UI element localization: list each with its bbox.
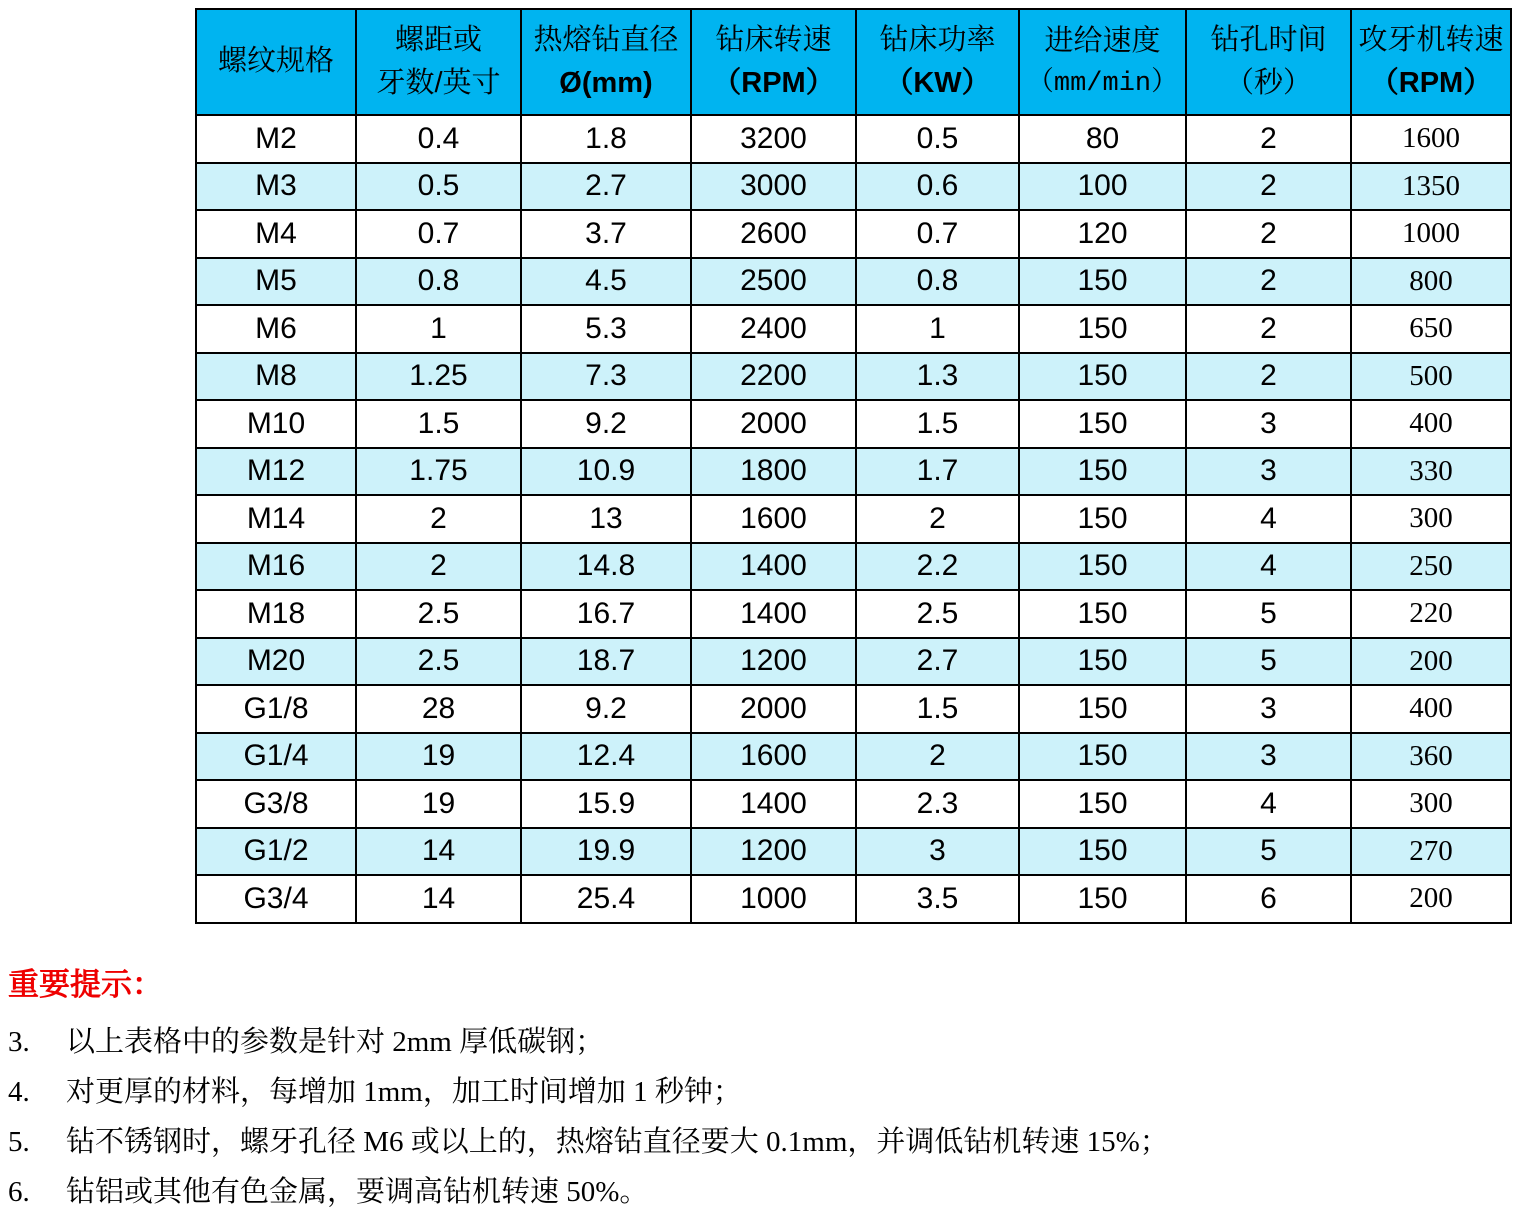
value-cell: 2 [856,733,1019,781]
column-header-label: 攻牙机转速 [1358,23,1504,56]
table-row [196,258,1511,306]
value-cell: 400 [1351,400,1511,448]
note-text: 钻不锈钢时，螺牙孔径 M6 或以上的，热熔钻直径要大 0.1mm，并调低钻机转速 15%； [66,1126,1169,1159]
value-cell: 2 [1186,258,1351,306]
value-cell: 12.4 [521,733,691,781]
value-cell: 150 [1019,875,1186,923]
value-cell: 150 [1019,448,1186,496]
note-number: 4. [8,1076,30,1109]
value-cell: 2 [856,495,1019,543]
drilling-parameters-table-wrap [195,8,1512,924]
table-row [196,115,1511,163]
note-text: 以上表格中的参数是针对 2mm 厚低碳钢； [66,1026,605,1059]
value-cell: 200 [1351,638,1511,686]
value-cell: 2 [1186,115,1351,163]
value-cell: 19 [356,780,521,828]
value-cell: 1600 [1351,115,1511,163]
value-cell: 3 [1186,733,1351,781]
spec-cell: G3/8 [196,780,356,828]
column-header-unit: （RPM） [1369,67,1493,99]
value-cell: 150 [1019,733,1186,781]
value-cell: 1.8 [521,115,691,163]
value-cell: 1.5 [856,400,1019,448]
value-cell: 150 [1019,353,1186,401]
table-row [196,590,1511,638]
column-header-label: 钻床功率 [879,23,996,56]
spec-cell: M4 [196,210,356,258]
value-cell: 150 [1019,258,1186,306]
drilling-parameters-table [195,8,1512,924]
spec-cell: M10 [196,400,356,448]
value-cell: 330 [1351,448,1511,496]
value-cell: 650 [1351,305,1511,353]
value-cell: 0.8 [356,258,521,306]
note-number: 5. [8,1126,30,1159]
value-cell: 6 [1186,875,1351,923]
value-cell: 200 [1351,875,1511,923]
table-row [196,828,1511,876]
note-item-6 [8,1167,1508,1217]
value-cell: 15.9 [521,780,691,828]
value-cell: 4.5 [521,258,691,306]
table-row [196,875,1511,923]
value-cell: 14 [356,875,521,923]
value-cell: 5.3 [521,305,691,353]
value-cell: 14 [356,828,521,876]
table-row [196,780,1511,828]
value-cell: 25.4 [521,875,691,923]
value-cell: 3 [1186,448,1351,496]
column-header-pitch [356,9,521,115]
spec-cell: M8 [196,353,356,401]
table-row [196,543,1511,591]
value-cell: 2.5 [356,590,521,638]
value-cell: 16.7 [521,590,691,638]
value-cell: 5 [1186,638,1351,686]
value-cell: 19 [356,733,521,781]
column-header-unit: （秒） [1224,67,1312,99]
value-cell: 270 [1351,828,1511,876]
value-cell: 150 [1019,685,1186,733]
value-cell: 2000 [691,685,856,733]
value-cell: 2500 [691,258,856,306]
value-cell: 1.7 [856,448,1019,496]
value-cell: 1400 [691,543,856,591]
value-cell: 2 [1186,163,1351,211]
spec-cell: M18 [196,590,356,638]
value-cell: 2400 [691,305,856,353]
value-cell: 28 [356,685,521,733]
value-cell: 0.8 [856,258,1019,306]
value-cell: 150 [1019,590,1186,638]
value-cell: 2.7 [521,163,691,211]
column-header-unit: 牙数/英寸 [376,67,501,99]
spec-cell: M12 [196,448,356,496]
value-cell: 1.75 [356,448,521,496]
value-cell: 1400 [691,590,856,638]
spec-cell: G1/2 [196,828,356,876]
spec-cell: M6 [196,305,356,353]
value-cell: 1400 [691,780,856,828]
value-cell: 500 [1351,353,1511,401]
value-cell: 13 [521,495,691,543]
note-text: 钻铝或其他有色金属，要调高钻机转速 50%。 [66,1176,649,1209]
value-cell: 0.6 [856,163,1019,211]
value-cell: 100 [1019,163,1186,211]
value-cell: 150 [1019,305,1186,353]
value-cell: 7.3 [521,353,691,401]
note-item-4 [8,1067,1508,1117]
note-item-3 [8,1017,1508,1067]
value-cell: 0.4 [356,115,521,163]
value-cell: 3.5 [856,875,1019,923]
value-cell: 3.7 [521,210,691,258]
table-row [196,495,1511,543]
spec-cell: M14 [196,495,356,543]
value-cell: 2.5 [356,638,521,686]
column-header-thread-spec [196,9,356,115]
column-header-unit: （RPM） [712,67,835,99]
value-cell: 9.2 [521,400,691,448]
value-cell: 1 [856,305,1019,353]
value-cell: 2000 [691,400,856,448]
value-cell: 1600 [691,495,856,543]
column-header-label: 螺距或 [394,23,482,56]
value-cell: 150 [1019,543,1186,591]
value-cell: 14.8 [521,543,691,591]
value-cell: 0.5 [356,163,521,211]
column-header-drill-power [856,9,1019,115]
value-cell: 1000 [691,875,856,923]
value-cell: 150 [1019,495,1186,543]
table-row [196,210,1511,258]
value-cell: 1350 [1351,163,1511,211]
value-cell: 150 [1019,400,1186,448]
value-cell: 4 [1186,543,1351,591]
column-header-label: 钻孔时间 [1210,23,1327,56]
value-cell: 4 [1186,495,1351,543]
note-number: 6. [8,1176,30,1209]
table-row [196,448,1511,496]
value-cell: 3200 [691,115,856,163]
value-cell: 2.7 [856,638,1019,686]
value-cell: 10.9 [521,448,691,496]
value-cell: 1600 [691,733,856,781]
column-header-unit: Ø(mm) [559,67,653,99]
value-cell: 9.2 [521,685,691,733]
value-cell: 2 [356,495,521,543]
value-cell: 2 [1186,210,1351,258]
value-cell: 360 [1351,733,1511,781]
value-cell: 80 [1019,115,1186,163]
value-cell: 3 [1186,685,1351,733]
table-row [196,685,1511,733]
value-cell: 1.5 [356,400,521,448]
value-cell: 150 [1019,828,1186,876]
column-header-drilling-time [1186,9,1351,115]
value-cell: 300 [1351,780,1511,828]
table-row [196,400,1511,448]
value-cell: 2 [356,543,521,591]
spec-cell: M20 [196,638,356,686]
spec-cell: G1/8 [196,685,356,733]
table-row [196,353,1511,401]
table-header [196,9,1511,115]
value-cell: 220 [1351,590,1511,638]
spec-cell: M3 [196,163,356,211]
table-row [196,305,1511,353]
value-cell: 2600 [691,210,856,258]
value-cell: 2.5 [856,590,1019,638]
column-header-unit: （mm/min） [1026,68,1179,99]
spec-cell: M16 [196,543,356,591]
note-item-5 [8,1117,1508,1167]
column-header-drill-speed [691,9,856,115]
spec-cell: G1/4 [196,733,356,781]
note-text: 对更厚的材料，每增加 1mm，加工时间增加 1 秒钟； [66,1076,742,1109]
value-cell: 5 [1186,828,1351,876]
important-notes-section [8,966,1508,1217]
column-header-label: 螺纹规格 [217,45,334,78]
table-body [196,115,1511,923]
column-header-unit: （KW） [884,67,991,99]
value-cell: 150 [1019,638,1186,686]
notes-title: 重要提示： [8,967,163,1002]
value-cell: 0.7 [356,210,521,258]
value-cell: 18.7 [521,638,691,686]
table-row [196,163,1511,211]
value-cell: 2.3 [856,780,1019,828]
value-cell: 1.25 [356,353,521,401]
value-cell: 3 [856,828,1019,876]
value-cell: 19.9 [521,828,691,876]
spec-cell: M2 [196,115,356,163]
column-header-feed-rate [1019,9,1186,115]
column-header-label: 热熔钻直径 [533,23,679,56]
table-row [196,638,1511,686]
value-cell: 0.5 [856,115,1019,163]
value-cell: 2 [1186,305,1351,353]
value-cell: 0.7 [856,210,1019,258]
column-header-label: 进给速度 [1044,25,1161,57]
header-row [196,9,1511,115]
value-cell: 300 [1351,495,1511,543]
table-row [196,733,1511,781]
value-cell: 1000 [1351,210,1511,258]
value-cell: 2.2 [856,543,1019,591]
value-cell: 1200 [691,638,856,686]
value-cell: 4 [1186,780,1351,828]
value-cell: 120 [1019,210,1186,258]
value-cell: 800 [1351,258,1511,306]
value-cell: 2200 [691,353,856,401]
value-cell: 1200 [691,828,856,876]
spec-cell: M5 [196,258,356,306]
value-cell: 3 [1186,400,1351,448]
note-number: 3. [8,1026,30,1059]
column-header-tapping-speed [1351,9,1511,115]
column-header-label: 钻床转速 [715,23,832,56]
value-cell: 1.5 [856,685,1019,733]
spec-cell: G3/4 [196,875,356,923]
value-cell: 3000 [691,163,856,211]
value-cell: 2 [1186,353,1351,401]
value-cell: 250 [1351,543,1511,591]
column-header-drill-diameter [521,9,691,115]
value-cell: 5 [1186,590,1351,638]
value-cell: 1 [356,305,521,353]
value-cell: 1800 [691,448,856,496]
value-cell: 1.3 [856,353,1019,401]
value-cell: 150 [1019,780,1186,828]
value-cell: 400 [1351,685,1511,733]
